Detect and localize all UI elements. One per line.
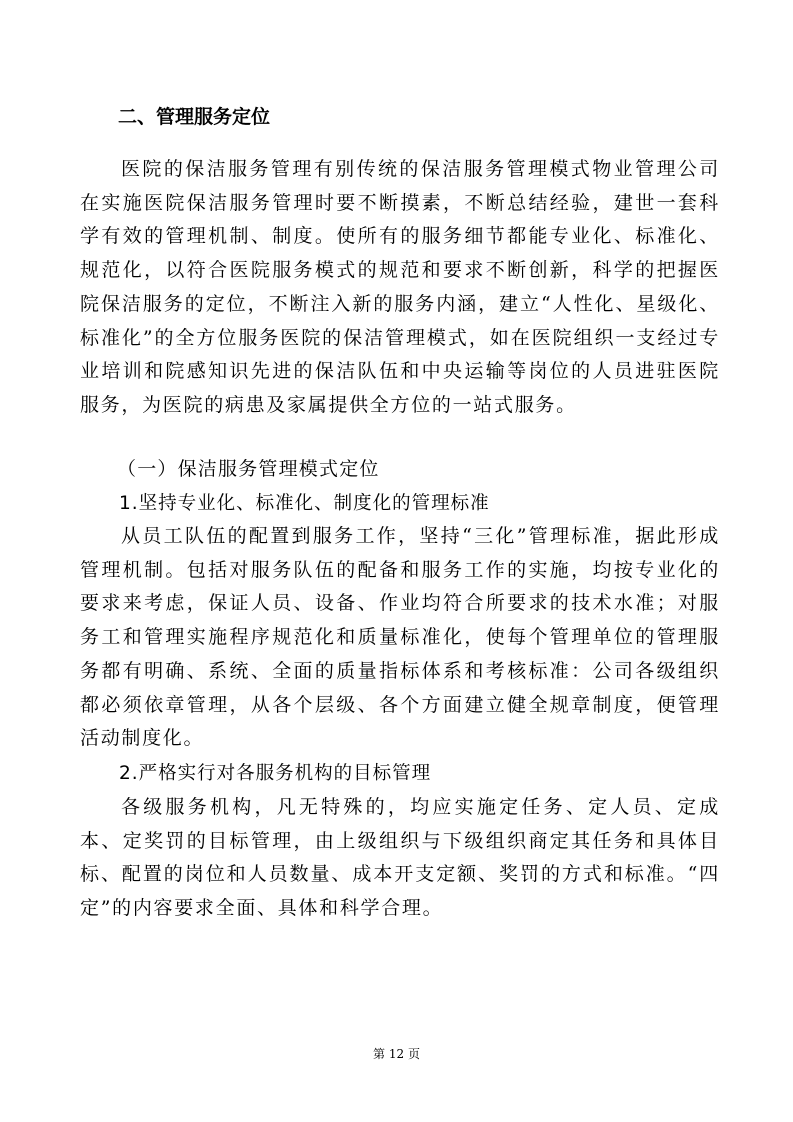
paragraph-intro: 医院的保洁服务管理有别传统的保洁服务管理模式物业管理公司在实施医院保洁服务管理时要不断摸素，不断总结经验，建世一套科学有效的管理机制、制度。使所有的服务细节都能专业化、标准化、规范化，以符合医院服务模式的规范和要求不断创新，科学的把握医院保洁服务的定位，不断注入新的服务内涵，建立“人性化、星级化、标准化”的全方位服务医院的保洁管理模式，如在医院组织一支经过专业培训和院感知识先进的保洁队伍和中央运输等岗位的人员进驻医院服务，为医院的病患及家属提供全方位的一站式服务。 — [80, 158, 720, 416]
numbered-heading-1: 1.坚持专业化、标准化、制度化的管理标准 — [119, 493, 490, 514]
subsection-heading: （一）保洁服务管理模式定位 — [117, 458, 380, 480]
section-heading: 二、管理服务定位 — [118, 106, 271, 128]
paragraph-standards: 从员工队伍的配置到服务工作，坚持“三化”管理标准，据此形成管理机制。包括对服务队伍的配备和服务工作的实施，均按专业化的要求来考虑，保证人员、设备、作业均符合所要求的技术水准；对服务工和管理实施程序规范化和质量标准化，使每个管理单位的管理服务都有明确、系统、全面的质量指标体系和考核标准：公司各级组织都必须依章管理，从各个层级、各个方面建立健全规章制度，便管理活动制度化。 — [80, 525, 720, 750]
paragraph-target-management: 各级服务机构，凡无特殊的，均应实施定任务、定人员、定成本、定奖罚的目标管理，由上级组织与下级组织商定其任务和具体目标、配置的岗位和人员数量、成本开支定额、奖罚的方式和标准。“四定”的内容要求全面、具体和科学合理。 — [80, 796, 720, 920]
page-number: 第 12 页 — [373, 1047, 420, 1061]
numbered-heading-2: 2.严格实行对各服务机构的目标管理 — [119, 763, 432, 784]
